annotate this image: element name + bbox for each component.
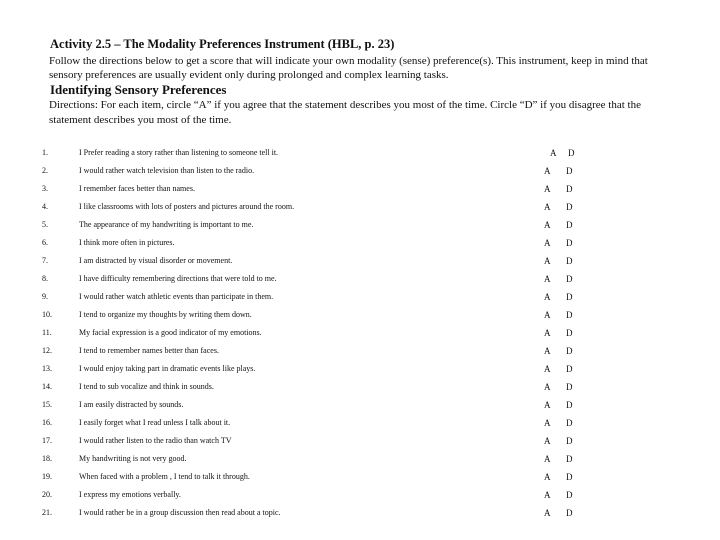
agree-option[interactable]: A xyxy=(544,418,551,428)
agree-option[interactable]: A xyxy=(544,202,551,212)
item-statement: I tend to remember names better than faces. xyxy=(79,346,219,355)
agree-option[interactable]: A xyxy=(544,220,551,230)
disagree-option[interactable]: D xyxy=(566,472,573,482)
agree-option[interactable]: A xyxy=(544,292,551,302)
item-statement: I tend to organize my thoughts by writing them down. xyxy=(79,310,252,319)
section-heading: Identifying Sensory Preferences xyxy=(50,82,227,97)
item-number: 4. xyxy=(42,202,48,211)
disagree-option[interactable]: D xyxy=(566,202,573,212)
list-item xyxy=(0,414,720,432)
item-statement: I would rather be in a group discussion then read about a topic. xyxy=(79,508,281,517)
item-number: 19. xyxy=(42,472,52,481)
item-number: 9. xyxy=(42,292,48,301)
item-number: 17. xyxy=(42,436,52,445)
item-number: 13. xyxy=(42,364,52,373)
item-statement: I would rather watch athletic events than participate in them. xyxy=(79,292,274,301)
list-item xyxy=(0,324,720,342)
list-item xyxy=(0,144,720,162)
list-item xyxy=(0,216,720,234)
agree-option[interactable]: A xyxy=(544,166,551,176)
disagree-option[interactable]: D xyxy=(566,490,573,500)
item-number: 5. xyxy=(42,220,48,229)
list-item xyxy=(0,450,720,468)
disagree-option[interactable]: D xyxy=(566,418,573,428)
item-number: 10. xyxy=(42,310,52,319)
agree-option[interactable]: A xyxy=(544,346,551,356)
item-number: 12. xyxy=(42,346,52,355)
disagree-option[interactable]: D xyxy=(566,454,573,464)
list-item xyxy=(0,378,720,396)
item-number: 6. xyxy=(42,238,48,247)
agree-option[interactable]: A xyxy=(544,472,551,482)
agree-option[interactable]: A xyxy=(544,382,551,392)
disagree-option[interactable]: D xyxy=(566,346,573,356)
disagree-option[interactable]: D xyxy=(566,166,573,176)
item-number: 8. xyxy=(42,274,48,283)
item-statement: I have difficulty remembering directions that were told to me. xyxy=(79,274,277,283)
agree-option[interactable]: A xyxy=(544,454,551,464)
agree-option[interactable]: A xyxy=(544,400,551,410)
questionnaire-list xyxy=(0,144,720,522)
page-title: Activity 2.5 – The Modality Preferences Instrument (HBL, p. 23) xyxy=(50,37,395,51)
item-statement: I tend to sub vocalize and think in sounds. xyxy=(79,382,214,391)
item-number: 20. xyxy=(42,490,52,499)
item-number: 2. xyxy=(42,166,48,175)
disagree-option[interactable]: D xyxy=(566,436,573,446)
list-item xyxy=(0,252,720,270)
item-number: 15. xyxy=(42,400,52,409)
agree-option[interactable]: A xyxy=(544,184,551,194)
list-item xyxy=(0,432,720,450)
agree-option[interactable]: A xyxy=(544,310,551,320)
item-number: 14. xyxy=(42,382,52,391)
item-statement: I like classrooms with lots of posters and pictures around the room. xyxy=(79,202,295,211)
list-item xyxy=(0,234,720,252)
disagree-option[interactable]: D xyxy=(566,220,573,230)
list-item xyxy=(0,396,720,414)
disagree-option[interactable]: D xyxy=(566,508,573,518)
list-item xyxy=(0,360,720,378)
list-item xyxy=(0,162,720,180)
disagree-option[interactable]: D xyxy=(566,292,573,302)
item-number: 16. xyxy=(42,418,52,427)
item-number: 21. xyxy=(42,508,52,517)
list-item xyxy=(0,342,720,360)
item-statement: My handwriting is not very good. xyxy=(79,454,187,463)
agree-option[interactable]: A xyxy=(544,508,551,518)
item-statement: The appearance of my handwriting is important to me. xyxy=(79,220,254,229)
intro-paragraph: Follow the directions below to get a score that will indicate your own modality (sense) preference(s). This instrument, keep in mind that sensory preferences are usually evident only during prolonged and complex learning tasks. xyxy=(49,55,648,81)
disagree-option[interactable]: D xyxy=(566,184,573,194)
item-statement: I easily forget what I read unless I talk about it. xyxy=(79,418,231,427)
item-statement: I Prefer reading a story rather than listening to someone tell it. xyxy=(79,148,279,157)
agree-option[interactable]: A xyxy=(550,148,557,158)
item-statement: I express my emotions verbally. xyxy=(79,490,181,499)
agree-option[interactable]: A xyxy=(544,256,551,266)
disagree-option[interactable]: D xyxy=(566,310,573,320)
list-item xyxy=(0,270,720,288)
agree-option[interactable]: A xyxy=(544,364,551,374)
item-statement: My facial expression is a good indicator of my emotions. xyxy=(79,328,262,337)
list-item xyxy=(0,288,720,306)
item-statement: I would rather watch television than listen to the radio. xyxy=(79,166,255,175)
disagree-option[interactable]: D xyxy=(568,148,575,158)
disagree-option[interactable]: D xyxy=(566,256,573,266)
list-item xyxy=(0,486,720,504)
agree-option[interactable]: A xyxy=(544,436,551,446)
agree-option[interactable]: A xyxy=(544,274,551,284)
item-number: 3. xyxy=(42,184,48,193)
item-statement: I would rather listen to the radio than watch TV xyxy=(79,436,232,445)
item-number: 11. xyxy=(42,328,52,337)
list-item xyxy=(0,504,720,522)
item-number: 1. xyxy=(42,148,48,157)
item-statement: I think more often in pictures. xyxy=(79,238,175,247)
agree-option[interactable]: A xyxy=(544,238,551,248)
disagree-option[interactable]: D xyxy=(566,400,573,410)
list-item xyxy=(0,306,720,324)
agree-option[interactable]: A xyxy=(544,328,551,338)
item-number: 7. xyxy=(42,256,48,265)
item-number: 18. xyxy=(42,454,52,463)
disagree-option[interactable]: D xyxy=(566,274,573,284)
item-statement: I am easily distracted by sounds. xyxy=(79,400,184,409)
list-item xyxy=(0,468,720,486)
item-statement: I am distracted by visual disorder or movement. xyxy=(79,256,233,265)
disagree-option[interactable]: D xyxy=(566,364,573,374)
list-item xyxy=(0,198,720,216)
item-statement: When faced with a problem , I tend to talk it through. xyxy=(79,472,250,481)
list-item xyxy=(0,180,720,198)
agree-option[interactable]: A xyxy=(544,490,551,500)
item-statement: I remember faces better than names. xyxy=(79,184,195,193)
item-statement: I would enjoy taking part in dramatic events like plays. xyxy=(79,364,256,373)
disagree-option[interactable]: D xyxy=(566,382,573,392)
disagree-option[interactable]: D xyxy=(566,238,573,248)
directions-paragraph: Directions: For each item, circle “A” if you agree that the statement describes you most of the time. Circle “D” if you disagree that the statement describes you most of the time. xyxy=(49,99,641,126)
disagree-option[interactable]: D xyxy=(566,328,573,338)
